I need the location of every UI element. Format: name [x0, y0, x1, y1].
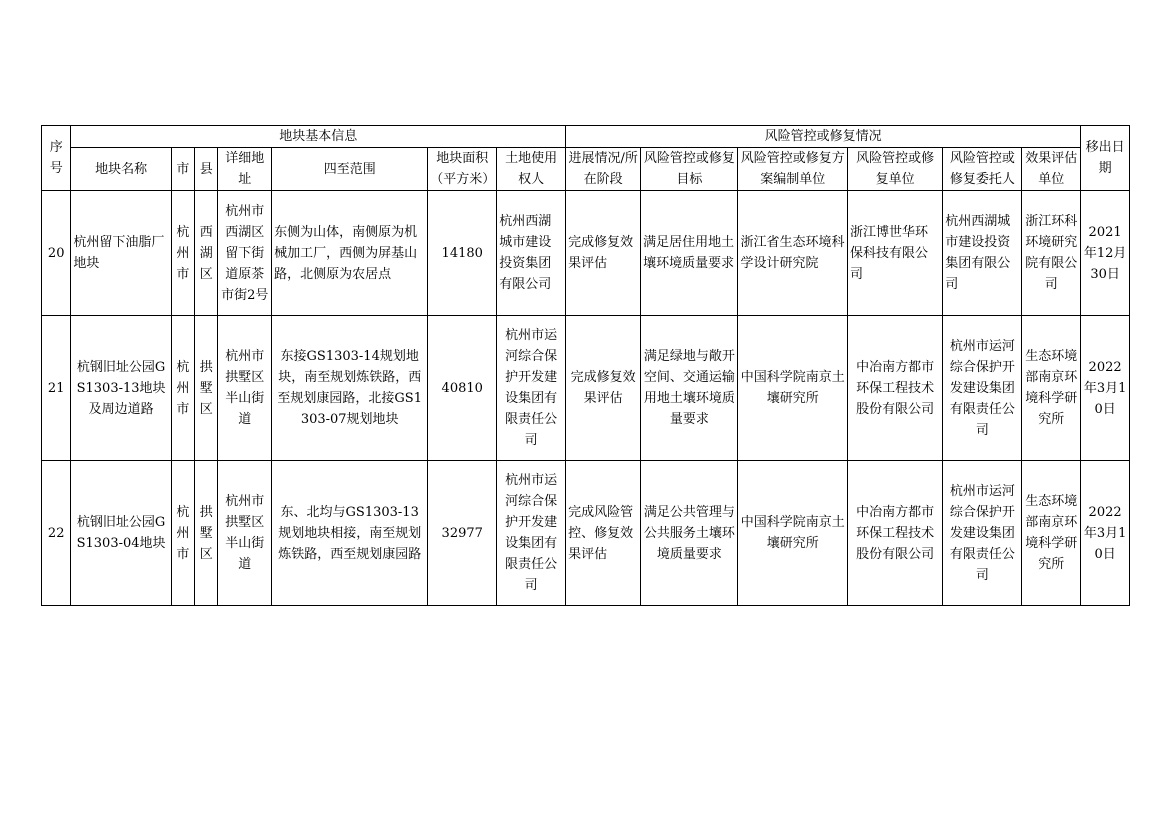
- cell-address: 杭州市拱墅区半山街道: [218, 316, 272, 461]
- cell-progress: 完成修复效果评估: [566, 316, 641, 461]
- header-client: 风险管控或修复委托人: [943, 148, 1022, 191]
- cell-land-owner: 杭州西湖城市建设投资集团有限公司: [497, 191, 566, 316]
- header-evaluation-unit: 效果评估单位: [1022, 148, 1081, 191]
- site-list-table: [41, 125, 1130, 606]
- cell-site-name: 杭钢旧址公园GS1303-13地块及周边道路: [71, 316, 171, 461]
- cell-area: 32977: [428, 461, 497, 606]
- cell-area: 14180: [428, 191, 497, 316]
- cell-plan-unit: 中国科学院南京土壤研究所: [738, 461, 848, 606]
- header-city: 市: [171, 148, 194, 191]
- cell-county: 拱墅区: [195, 316, 218, 461]
- header-progress: 进展情况/所在阶段: [566, 148, 641, 191]
- cell-removal-date: 2022年3月10日: [1081, 461, 1130, 606]
- cell-city: 杭州市: [171, 461, 194, 606]
- header-target: 风险管控或修复目标: [641, 148, 738, 191]
- cell-boundary: 东侧为山体，南侧原为机械加工厂，西侧为屏基山路，北侧原为农居点: [272, 191, 428, 316]
- cell-boundary: 东、北均与GS1303-13规划地块相接，南至规划炼铁路，西至规划康园路: [272, 461, 428, 606]
- cell-evaluation-unit: 生态环境部南京环境科学研究所: [1022, 316, 1081, 461]
- cell-progress: 完成修复效果评估: [566, 191, 641, 316]
- cell-removal-date: 2021年12月30日: [1081, 191, 1130, 316]
- cell-target: 满足公共管理与公共服务土壤环境质量要求: [641, 461, 738, 606]
- cell-evaluation-unit: 生态环境部南京环境科学研究所: [1022, 461, 1081, 606]
- header-removal-date: 移出日期: [1081, 126, 1130, 191]
- cell-evaluation-unit: 浙江环科环境研究院有限公司: [1022, 191, 1081, 316]
- cell-remediation-unit: 中冶南方都市环保工程技术股份有限公司: [847, 316, 942, 461]
- cell-county: 拱墅区: [195, 461, 218, 606]
- header-group-risk-control: 风险管控或修复情况: [566, 126, 1081, 148]
- cell-seq: 22: [42, 461, 71, 606]
- cell-address: 杭州市西湖区留下街道原茶市街2号: [218, 191, 272, 316]
- cell-removal-date: 2022年3月10日: [1081, 316, 1130, 461]
- cell-land-owner: 杭州市运河综合保护开发建设集团有限责任公司: [497, 316, 566, 461]
- table-row: [42, 316, 1130, 461]
- cell-county: 西湖区: [195, 191, 218, 316]
- cell-area: 40810: [428, 316, 497, 461]
- cell-boundary: 东接GS1303-14规划地块，南至规划炼铁路，西至规划康园路，北接GS1303-07规划地块: [272, 316, 428, 461]
- cell-target: 满足绿地与敞开空间、交通运输用地土壤环境质量要求: [641, 316, 738, 461]
- cell-city: 杭州市: [171, 191, 194, 316]
- cell-client: 杭州市运河综合保护开发建设集团有限责任公司: [943, 461, 1022, 606]
- cell-address: 杭州市拱墅区半山街道: [218, 461, 272, 606]
- header-group-basic-info: 地块基本信息: [71, 126, 566, 148]
- cell-progress: 完成风险管控、修复效果评估: [566, 461, 641, 606]
- cell-remediation-unit: 中冶南方都市环保工程技术股份有限公司: [847, 461, 942, 606]
- header-county: 县: [195, 148, 218, 191]
- cell-site-name: 杭钢旧址公园GS1303-04地块: [71, 461, 171, 606]
- table-row: [42, 191, 1130, 316]
- header-boundary: 四至范围: [272, 148, 428, 191]
- cell-remediation-unit: 浙江博世华环保科技有限公司: [847, 191, 942, 316]
- cell-plan-unit: 浙江省生态环境科学设计研究院: [738, 191, 848, 316]
- cell-target: 满足居住用地土壤环境质量要求: [641, 191, 738, 316]
- header-land-owner: 土地使用权人: [497, 148, 566, 191]
- header-plan-unit: 风险管控或修复方案编制单位: [738, 148, 848, 191]
- header-area: 地块面积（平方米）: [428, 148, 497, 191]
- cell-seq: 20: [42, 191, 71, 316]
- cell-client: 杭州西湖城市建设投资集团有限公司: [943, 191, 1022, 316]
- cell-city: 杭州市: [171, 316, 194, 461]
- header-seq: 序号: [42, 126, 71, 191]
- cell-seq: 21: [42, 316, 71, 461]
- table-row: [42, 461, 1130, 606]
- header-site-name: 地块名称: [71, 148, 171, 191]
- cell-land-owner: 杭州市运河综合保护开发建设集团有限责任公司: [497, 461, 566, 606]
- cell-plan-unit: 中国科学院南京土壤研究所: [738, 316, 848, 461]
- header-address: 详细地址: [218, 148, 272, 191]
- cell-site-name: 杭州留下油脂厂地块: [71, 191, 171, 316]
- header-remediation-unit: 风险管控或修复单位: [847, 148, 942, 191]
- cell-client: 杭州市运河综合保护开发建设集团有限责任公司: [943, 316, 1022, 461]
